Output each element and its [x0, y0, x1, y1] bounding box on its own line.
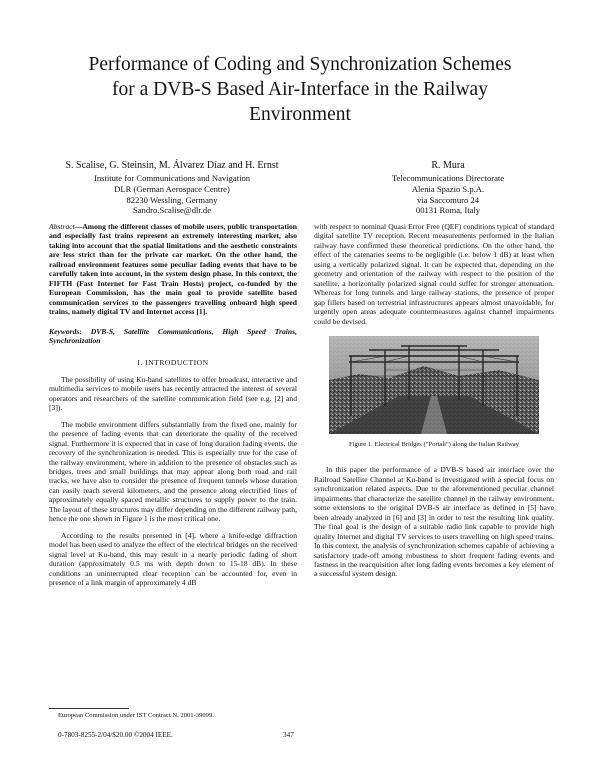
author-names-right: R. Mura [431, 160, 465, 171]
author-names-left: S. Scalise, G. Steinsin, M. Álvarez Díaz and H. Ernst [65, 160, 279, 171]
affiliation-line: DLR (German Aerospace Centre) [114, 183, 230, 194]
title-line-3: Environment [249, 104, 351, 125]
title-line-1: Performance of Coding and Synchronization Schemes [88, 54, 512, 75]
affiliation-line: 00131 Roma, Italy [415, 205, 481, 216]
right-column [314, 222, 554, 586]
affiliation-line: 82230 Wessling, Germany [126, 194, 218, 205]
footnote-rule [49, 708, 129, 709]
author-block-left [42, 160, 302, 216]
abstract-lead: Abstract [49, 222, 75, 231]
isbn-copyright: 0-7803-8255-2/04/$20.00 ©2004 IEEE. [58, 731, 173, 739]
section-heading-introduction: I. INTRODUCTION [137, 358, 209, 368]
affiliation-line: via Saccomuro 24 [416, 194, 480, 205]
body-paragraph: The possibility of using Ku-band satellites to offer broadcast, interactive and multimedia services to mobile users has recently attracted the interest of several operators and researchers of the satellite communication field (see e.g. [2] and [3]). [49, 374, 297, 413]
body-paragraph: The mobile environment differs substantially from the fixed one, mainly for the presence of fading events that can deteriorate the quality of the received signal. Furthermore it is expected that in case of long duration fading events, the recovery of the synchronization is needed. This is especially true for the case of the railway environment, where in addition to the presence of obstacles such as bridges, trees and small buildings that may appear along both road and rail tracks, we have also to consider the presence of frequent tunnels whose duration can easily reach several kilometers, and the presence along electrified lines of approximately equally spaced metallic structures to supply power to the train. The layout of these structures may differ depending on the different railway path, hence the one shown in Figure 1 is the most critical one. [49, 419, 297, 524]
affiliation-line: Institute for Communications and Navigation [93, 173, 251, 183]
left-column [49, 222, 297, 587]
abstract-text: —Among the different classes of mobile users, public transportation and especially fast trains represent an extremely interesting market, also taking into account that the spatial limitations and the aesthetic constraints are less strict than for the private car market. On the other hand, the railroad environment features some peculiar fading events that have to be carefully taken into account, in the system design phase. In this context, the FIFTH (Fast Internet for Fast Train Hosts) project, co-funded by the European Commission, has the main goal to provide satellite based communication services to the passengers travelling onboard high speed trains, namely digital TV and Internet access [1]. [49, 222, 297, 317]
author-block-right [318, 160, 578, 216]
affiliation-line: Alenia Spazio S.p.A. [411, 183, 485, 194]
body-paragraph: In this paper the performance of a DVB-S based air interface over the Railroad Satellite Channel at Ku-band is investigated with a special focus on synchronization related aspects. Due to the aforementioned peculiar channel impairments that characterize the satellite channel in the railway environment, some extensions to the original DVB-S air interface as defined in [5] have been already analyzed in [6] and [3] in order to test the resulting link quality. The final goal is the design of a suitable radio link capable to provide high quality Internet and digital TV services to users travelling on high speed trains. In this context, the analysis of synchronization schemes capable of achieving a satisfactory trade-off among robustness to short frequent fading events and fastness in the reacquisition after long fading events becomes a key element of a successful system design. [314, 465, 554, 579]
body-paragraph: According to the results presented in [4], where a knife-edge diffraction model has been used to analyze the effect of the electrical bridges on the received signal level at Ku-band, this may result in a nearly periodic fading of short duration (approximately 0.5 ms with depth down to 15-18 dB). In these conditions an uninterrupted clear reception can be accounted for, even in presence of a link margin of approximately 4 dB [49, 530, 297, 587]
page-number: 347 [283, 731, 294, 739]
railway-bridge-photo [329, 336, 539, 434]
body-paragraph: with respect to nominal Quasi Error Free (QEF) conditions typical of standard digital satellite TV reception. Recent measurements performed in the Italian railway have confirmed these theoretical predictions. On the other hand, the effect of the catenaries seems to be negligible (i.e. below 1 dB) at least when using a vertically polarized signal. It can be expected that, depending on the geometry and orientation of the railway with respect to the position of the satellite, a horizontally polarized signal could suffer for stronger attenuation. Whereas for long tunnels and large railway stations, the presence of proper gap fillers based on terrestrial infrastructures appears almost unavoidable, for urgently open areas adequate countermeasures against channel impairments could be devised. [314, 222, 554, 326]
author-email: Sandro.Scalise@dlr.de [132, 205, 212, 216]
figure-caption: Figure 1. Electrical Bridges ("Portali") along the Italian Railway [349, 440, 519, 448]
keywords: Keywords: DVB-S, Satellite Communications, High Speed Trains, Synchronization [49, 326, 297, 345]
affiliation-line: Telecommunications Directorate [391, 173, 505, 183]
abstract [49, 222, 297, 317]
footnote: European Commission under IST Contract N. 2001-39099. [58, 712, 214, 719]
paper-title [60, 52, 540, 127]
title-line-2: for a DVB-S Based Air-Interface in the Railway [112, 79, 488, 100]
figure-photo [329, 336, 539, 434]
